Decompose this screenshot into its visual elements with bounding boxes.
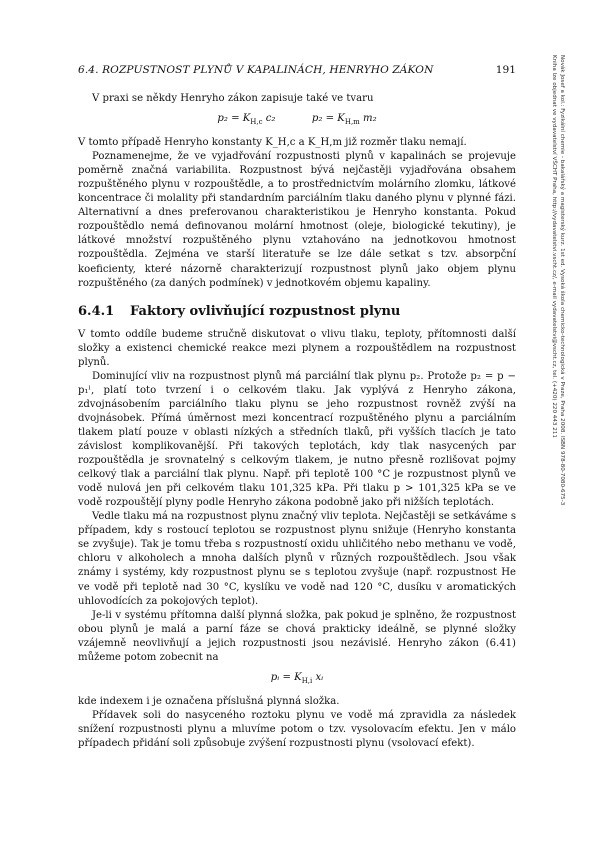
section-number: 6.4.1 bbox=[78, 303, 115, 319]
side-note-line: Kniha lze objednat ve vydavatelství VŠCHT Praha, http://vydavatelstvi.vscht.cz/, e-mail vydavatelstvi@vscht.cz, tel. (+420) 220 443 211 bbox=[551, 55, 558, 438]
equation-subscript: H,c bbox=[250, 118, 263, 127]
running-title: 6.4. ROZPUSTNOST PLYNŮ V KAPALINÁCH, HENRYHO ZÁKON bbox=[78, 64, 434, 76]
section-title: Faktory ovlivňující rozpustnost plynu bbox=[130, 303, 401, 319]
side-copyright-note bbox=[551, 55, 565, 615]
section-heading bbox=[78, 305, 516, 319]
equation-part: p₂ = K bbox=[311, 113, 345, 125]
equation-part: m₂ bbox=[359, 113, 377, 125]
equation-part: p₂ = K bbox=[217, 113, 251, 125]
side-note-line: Novák Josef a kol.: Fyzikální chemie - bakalářský a magisterský kurz. 1st ed. Vysoká škola chemicko-technologická v Praze, Praha 2008. ISBN 978-80-7080-675-3 bbox=[559, 55, 565, 506]
equation-henry-c-m bbox=[78, 112, 516, 129]
side-note-text bbox=[550, 55, 565, 615]
equation-subscript: H,m bbox=[344, 118, 360, 127]
paragraph: Vedle tlaku má na rozpustnost plynu značný vliv teplota. Nejčastěji se setkáváme s případem, kdy s rostoucí teplotou se rozpustnost plynu snižuje (Henryho konstanta se zvyšuje). Tak je tomu třeba s rozpustností oxidu uhličitého nebo methanu ve vodě, chloru v alkoholech a mnoha dalších plynů v různých rozpouštědlech. Jsou však známy i systémy, kdy rozpustnost plynu se s teplotou zvyšuje (např. rozpustnost He ve vodě při teplotě nad 30 °C, kyslíku ve vodě nad 120 °C, dusíku v aromatických uhlovodících za pokojových teplot). bbox=[78, 511, 516, 607]
paragraph: V tomto případě Henryho konstanty K_H,c a K_H,m již rozměr tlaku nemají. bbox=[78, 137, 467, 149]
page-body bbox=[78, 92, 516, 751]
equation-part: pᵢ = K bbox=[270, 671, 302, 683]
equation-henry-general bbox=[78, 671, 516, 688]
paragraph: Je-li v systému přítomna další plynná složka, pak pokud je splněno, že rozpustnost obou plynů je malá a parní fáze se chová prakticky ideálně, se plynné složky vzájemně neovlivňují a jejich rozpustnosti jsou nezávislé. Henryho zákon (6.41) můžeme potom zobecnit na bbox=[78, 609, 516, 663]
paragraph: Dominující vliv na rozpustnost plynů má parciální tlak plynu p₂. Protože p₂ = p − p₁ˡ, platí toto tvrzení i o celkovém tlaku. Jak vyplývá z Henryho zákona, zdvojnásobením parciálního tlaku plynu se jeho rozpustnost rovněž zvýší na dvojnásobek. Přímá úměrnost mezi koncentrací rozpuštěného plynu a parciálním tlakem platí pouze v oblasti nízkých a středních tlaků, při vyšších tlacích je tato závislost komplikovanější. Při takových teplotách, kdy tlak nasycených par rozpouštědla je srovnatelný s celkovým tlakem, je nutno přesně rozlišovat pojmy celkový tlak a parciální tlak plynu. Např. při teplotě 100 °C je rozpustnost plynů ve vodě nulová jen při celkovém tlaku 101,325 kPa. Při tlaku p > 101,325 kPa se ve vodě rozpouštějí plyny podle Henryho zákona podobně jako při nižších teplotách. bbox=[78, 370, 516, 509]
paragraph: Přídavek soli do nasyceného roztoku plynu ve vodě má zpravidla za následek snížení rozpustnosti plynu a mluvíme potom o tzv. vysolovacím efektu. Jen v málo případech přidání soli způsobuje zvýšení rozpustnosti plynu (vsolovací efekt). bbox=[78, 709, 516, 749]
paragraph: V praxi se někdy Henryho zákon zapisuje také ve tvaru bbox=[92, 93, 374, 104]
paragraph: kde indexem i je označena příslušná plynná složka. bbox=[78, 695, 340, 707]
equation-part: c₂ bbox=[262, 113, 276, 125]
equation-part: xᵢ bbox=[312, 671, 324, 683]
page-number: 191 bbox=[495, 64, 516, 76]
paragraph: Poznamenejme, že ve vyjadřování rozpustnosti plynů v kapalinách se projevuje poměrně značná variabilita. Rozpustnost bývá nejčastěji vyjadřována obsahem rozpuštěného plynu v rozpouštědle, a to prostřednictvím molárního zlomku, látkové koncentrace či molality při standardním parciálním tlaku daného plynu v plynné fázi. Alternativní a dnes preferovanou charakteristikou je Henryho konstanta. Pokud rozpouštědlo nemá definovanou molární hmotnost (oleje, biologické tekutiny), je látkové množství rozpuštěného plynu vztahováno na jednotkovou hmotnost rozpouštědla. Zejména ve starší literatuře se lze dále setkat s tzv. absorpční koeficienty, které názorně charakterizují rozpustnost plynů jako objem plynu rozpuštěného (za daných podmínek) v jednotkovém objemu kapaliny. bbox=[78, 151, 516, 289]
paragraph: V tomto oddíle budeme stručně diskutovat o vlivu tlaku, teploty, přítomnosti další složky a existenci chemické reakce mezi plynem a rozpouštědlem na rozpustnost plynů. bbox=[78, 328, 516, 368]
running-header bbox=[78, 64, 516, 76]
equation-subscript: H,i bbox=[301, 676, 313, 685]
